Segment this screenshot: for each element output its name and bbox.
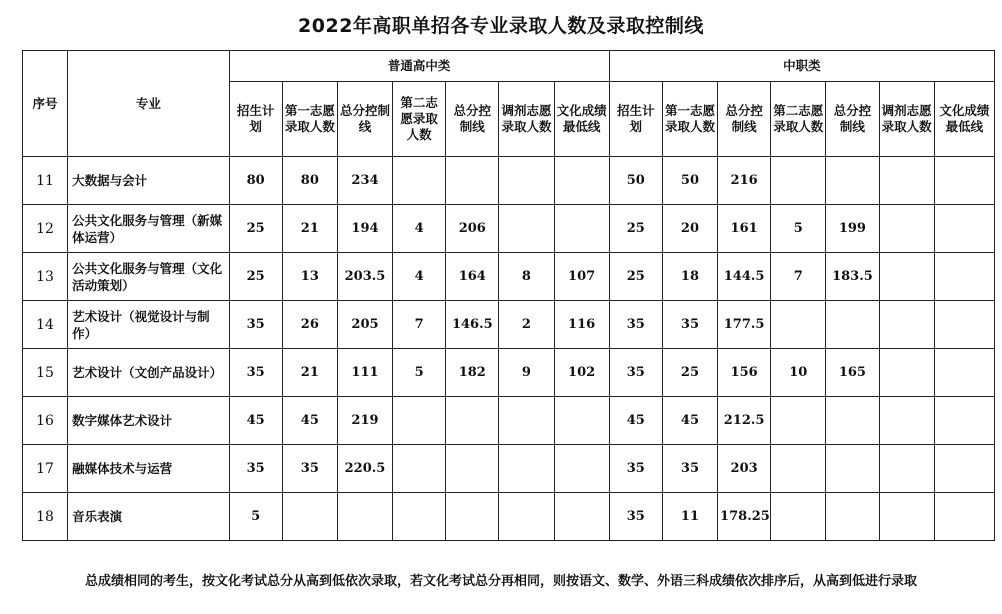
cell-general-6: 102	[554, 349, 609, 397]
cell-general-3	[393, 493, 446, 541]
cell-vocational-6	[934, 397, 994, 445]
row-seq: 14	[23, 301, 68, 349]
cell-general-4	[446, 157, 499, 205]
cell-vocational-2: 144.5	[718, 253, 771, 301]
cell-general-6	[554, 205, 609, 253]
row-major: 公共文化服务与管理（新媒体运营）	[68, 205, 229, 253]
cell-vocational-1: 35	[662, 301, 717, 349]
cell-vocational-3	[771, 157, 826, 205]
cell-general-1	[282, 493, 337, 541]
cell-vocational-3: 5	[771, 205, 826, 253]
cell-general-6	[554, 157, 609, 205]
cell-vocational-0: 35	[609, 349, 662, 397]
cell-general-6	[554, 493, 609, 541]
header-group-vocational: 中职类	[609, 51, 994, 82]
cell-vocational-2: 212.5	[718, 397, 771, 445]
cell-vocational-1: 18	[662, 253, 717, 301]
cell-vocational-3: 7	[771, 253, 826, 301]
cell-vocational-4	[826, 301, 879, 349]
header-seq: 序号	[23, 51, 68, 157]
cell-vocational-4	[826, 445, 879, 493]
footnote: 总成绩相同的考生，按文化考试总分从高到低依次录取，若文化考试总分再相同，则按语文、数学、外语三科成绩依次排序后，从高到低进行录取	[84, 574, 917, 589]
cell-general-4	[446, 445, 499, 493]
row-seq: 18	[23, 493, 68, 541]
cell-vocational-5	[879, 493, 934, 541]
cell-vocational-3	[771, 397, 826, 445]
cell-vocational-3	[771, 493, 826, 541]
table-row	[23, 445, 995, 493]
cell-general-4: 164	[446, 253, 499, 301]
cell-general-2: 219	[337, 397, 392, 445]
row-major: 大数据与会计	[68, 157, 229, 205]
cell-vocational-3: 10	[771, 349, 826, 397]
cell-general-5	[499, 493, 554, 541]
cell-vocational-4	[826, 493, 879, 541]
header-vocational-col-0: 招生计划	[609, 82, 662, 157]
cell-general-0: 25	[229, 253, 282, 301]
cell-general-4: 182	[446, 349, 499, 397]
row-major: 艺术设计（视觉设计与制作）	[68, 301, 229, 349]
table-row	[23, 493, 995, 541]
cell-general-0: 35	[229, 301, 282, 349]
cell-vocational-6	[934, 301, 994, 349]
cell-vocational-4: 199	[826, 205, 879, 253]
cell-vocational-5	[879, 157, 934, 205]
cell-vocational-1: 35	[662, 445, 717, 493]
cell-vocational-4	[826, 397, 879, 445]
cell-general-5	[499, 397, 554, 445]
cell-vocational-0: 35	[609, 493, 662, 541]
table-row	[23, 157, 995, 205]
cell-vocational-6	[934, 493, 994, 541]
cell-general-3: 4	[393, 253, 446, 301]
table-row	[23, 397, 995, 445]
row-major: 融媒体技术与运营	[68, 445, 229, 493]
cell-general-6: 107	[554, 253, 609, 301]
cell-vocational-0: 25	[609, 205, 662, 253]
cell-vocational-5	[879, 445, 934, 493]
header-vocational-col-2: 总分控制线	[718, 82, 771, 157]
page-title: 2022年高职单招各专业录取人数及录取控制线	[298, 15, 704, 37]
row-seq: 17	[23, 445, 68, 493]
cell-vocational-6	[934, 445, 994, 493]
row-major: 音乐表演	[68, 493, 229, 541]
cell-general-0: 45	[229, 397, 282, 445]
cell-vocational-1: 45	[662, 397, 717, 445]
cell-general-4: 206	[446, 205, 499, 253]
header-vocational-col-5: 调剂志愿录取人数	[879, 82, 934, 157]
cell-vocational-5	[879, 205, 934, 253]
cell-general-3	[393, 397, 446, 445]
cell-general-2: 205	[337, 301, 392, 349]
cell-vocational-4: 183.5	[826, 253, 879, 301]
table-row	[23, 205, 995, 253]
cell-general-3	[393, 157, 446, 205]
cell-general-5: 2	[499, 301, 554, 349]
row-seq: 12	[23, 205, 68, 253]
header-general-col-1: 第一志愿录取人数	[282, 82, 337, 157]
cell-general-6	[554, 445, 609, 493]
cell-vocational-1: 20	[662, 205, 717, 253]
header-general-col-6: 文化成绩最低线	[554, 82, 609, 157]
cell-general-0: 35	[229, 445, 282, 493]
cell-general-0: 5	[229, 493, 282, 541]
cell-vocational-2: 161	[718, 205, 771, 253]
row-seq: 16	[23, 397, 68, 445]
table-row	[23, 253, 995, 301]
cell-vocational-2: 216	[718, 157, 771, 205]
cell-general-5: 8	[499, 253, 554, 301]
cell-vocational-2: 203	[718, 445, 771, 493]
cell-general-5	[499, 157, 554, 205]
cell-general-0: 35	[229, 349, 282, 397]
cell-vocational-6	[934, 349, 994, 397]
cell-general-1: 80	[282, 157, 337, 205]
cell-vocational-2: 156	[718, 349, 771, 397]
cell-general-4: 146.5	[446, 301, 499, 349]
admission-table	[22, 50, 995, 541]
header-vocational-col-3: 第二志愿录取人数	[771, 82, 826, 157]
cell-general-2: 234	[337, 157, 392, 205]
cell-general-1: 26	[282, 301, 337, 349]
row-seq: 15	[23, 349, 68, 397]
table-row	[23, 301, 995, 349]
cell-general-3	[393, 445, 446, 493]
cell-vocational-0: 25	[609, 253, 662, 301]
cell-vocational-3	[771, 445, 826, 493]
cell-general-6	[554, 397, 609, 445]
cell-general-1: 35	[282, 445, 337, 493]
cell-vocational-6	[934, 253, 994, 301]
cell-general-3: 4	[393, 205, 446, 253]
cell-vocational-5	[879, 301, 934, 349]
header-general-col-3: 第二志愿录取人数	[393, 82, 446, 157]
cell-general-5	[499, 205, 554, 253]
cell-general-2: 203.5	[337, 253, 392, 301]
header-vocational-col-6: 文化成绩最低线	[934, 82, 994, 157]
cell-vocational-5	[879, 253, 934, 301]
header-group-general: 普通高中类	[229, 51, 609, 82]
cell-vocational-1: 11	[662, 493, 717, 541]
row-major: 艺术设计（文创产品设计）	[68, 349, 229, 397]
cell-general-1: 45	[282, 397, 337, 445]
cell-general-1: 21	[282, 349, 337, 397]
cell-vocational-6	[934, 205, 994, 253]
cell-vocational-0: 50	[609, 157, 662, 205]
cell-vocational-0: 45	[609, 397, 662, 445]
cell-vocational-1: 25	[662, 349, 717, 397]
cell-vocational-1: 50	[662, 157, 717, 205]
cell-vocational-6	[934, 157, 994, 205]
cell-general-2: 111	[337, 349, 392, 397]
cell-general-6: 116	[554, 301, 609, 349]
cell-general-4	[446, 493, 499, 541]
cell-vocational-0: 35	[609, 445, 662, 493]
cell-vocational-4: 165	[826, 349, 879, 397]
cell-vocational-4	[826, 157, 879, 205]
cell-vocational-0: 35	[609, 301, 662, 349]
row-seq: 11	[23, 157, 68, 205]
cell-general-1: 21	[282, 205, 337, 253]
cell-general-2: 220.5	[337, 445, 392, 493]
header-general-col-2: 总分控制线	[337, 82, 392, 157]
cell-general-2	[337, 493, 392, 541]
cell-general-1: 13	[282, 253, 337, 301]
cell-general-2: 194	[337, 205, 392, 253]
cell-vocational-2: 178.25	[718, 493, 771, 541]
header-vocational-col-4: 总分控制线	[826, 82, 879, 157]
cell-general-0: 25	[229, 205, 282, 253]
cell-vocational-5	[879, 397, 934, 445]
row-seq: 13	[23, 253, 68, 301]
cell-general-0: 80	[229, 157, 282, 205]
cell-general-4	[446, 397, 499, 445]
cell-general-3: 7	[393, 301, 446, 349]
header-general-col-0: 招生计划	[229, 82, 282, 157]
cell-general-3: 5	[393, 349, 446, 397]
header-major: 专业	[68, 51, 229, 157]
header-general-col-5: 调剂志愿录取人数	[499, 82, 554, 157]
header-general-col-4: 总分控制线	[446, 82, 499, 157]
row-major: 公共文化服务与管理（文化活动策划）	[68, 253, 229, 301]
cell-general-5	[499, 445, 554, 493]
table-row	[23, 349, 995, 397]
row-major: 数字媒体艺术设计	[68, 397, 229, 445]
cell-vocational-2: 177.5	[718, 301, 771, 349]
header-vocational-col-1: 第一志愿录取人数	[662, 82, 717, 157]
cell-vocational-3	[771, 301, 826, 349]
cell-vocational-5	[879, 349, 934, 397]
cell-general-5: 9	[499, 349, 554, 397]
